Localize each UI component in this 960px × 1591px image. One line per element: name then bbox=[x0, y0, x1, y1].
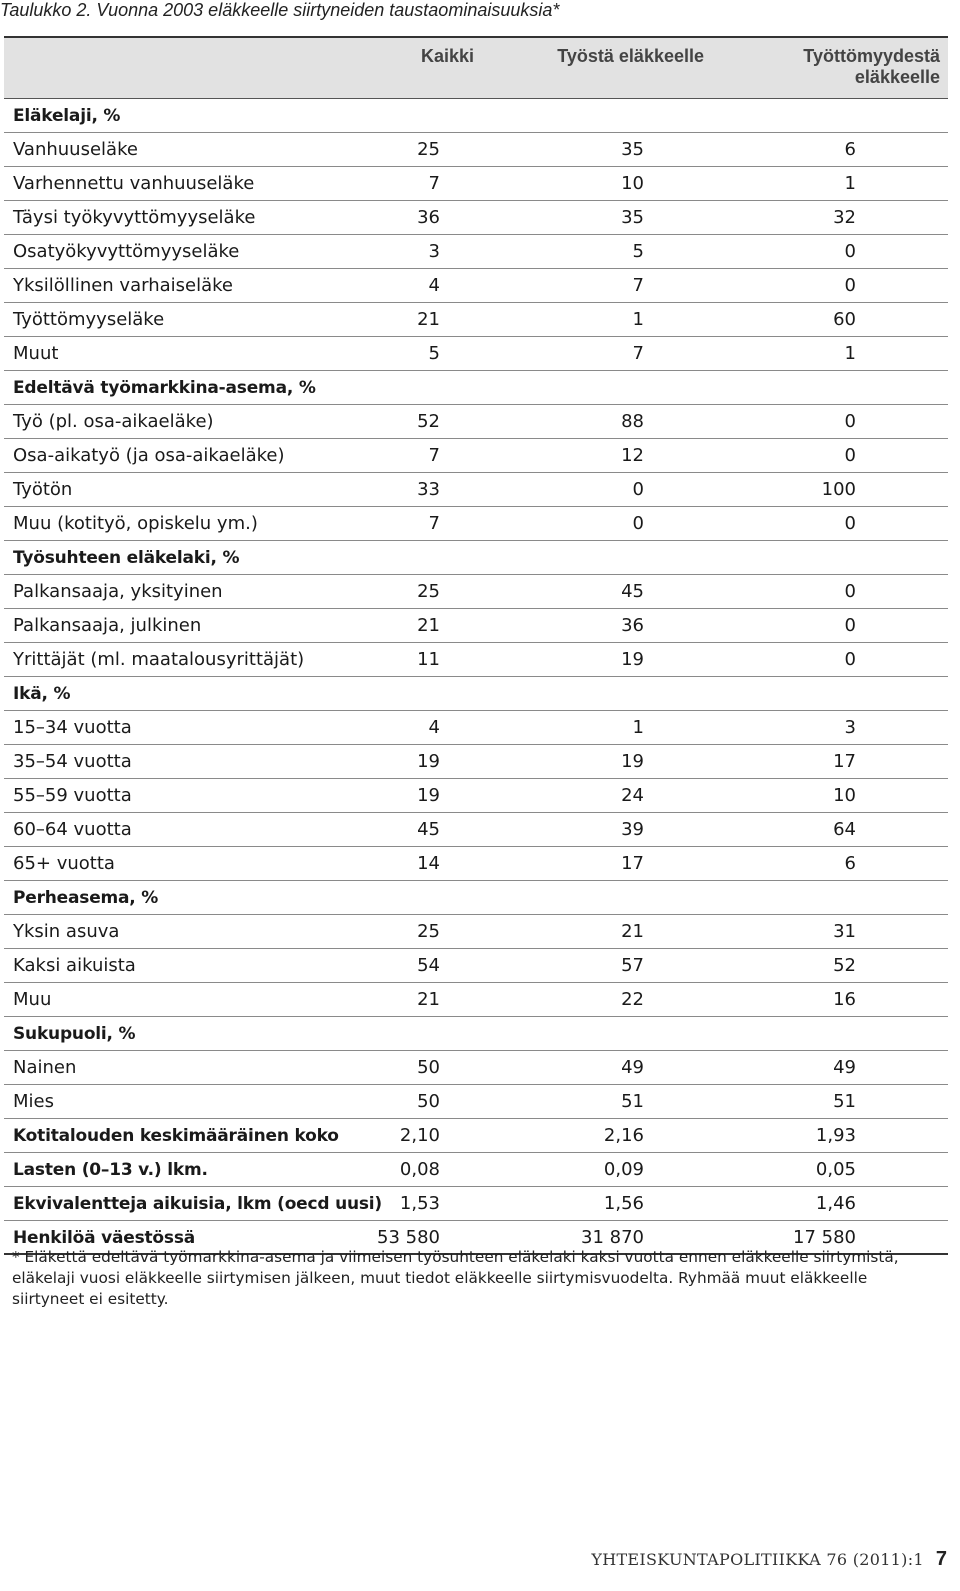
table-cell: 3 bbox=[428, 241, 440, 262]
table-cell: 52 bbox=[833, 955, 856, 976]
column-header-tyosta: Työstä eläkkeelle bbox=[557, 46, 704, 66]
table-cell: 64 bbox=[833, 819, 856, 840]
table-cell: 60 bbox=[833, 309, 856, 330]
table-cell: 53 580 bbox=[377, 1227, 440, 1248]
table-cell: 0,08 bbox=[399, 1159, 440, 1180]
row-label: Kaksi aikuista bbox=[13, 955, 136, 976]
table-cell: 49 bbox=[621, 1057, 644, 1078]
row-label: 55–59 vuotta bbox=[13, 785, 132, 806]
row-label: Yrittäjät (ml. maatalousyrittäjät) bbox=[13, 649, 305, 670]
data-table bbox=[4, 36, 948, 1255]
table-cell: 51 bbox=[621, 1091, 644, 1112]
table-cell: 11 bbox=[417, 649, 440, 670]
section-row bbox=[4, 541, 948, 575]
table-cell: 2,16 bbox=[603, 1125, 644, 1146]
table-row bbox=[4, 711, 948, 745]
table-row bbox=[4, 269, 948, 303]
table-row bbox=[4, 235, 948, 269]
table-cell: 0 bbox=[844, 445, 856, 466]
section-row bbox=[4, 1017, 948, 1051]
table-cell: 7 bbox=[428, 173, 440, 194]
row-label: Yksilöllinen varhaiseläke bbox=[13, 275, 233, 296]
table-body bbox=[4, 99, 948, 1255]
table-cell: 19 bbox=[417, 785, 440, 806]
table-cell: 17 580 bbox=[793, 1227, 856, 1248]
table-row bbox=[4, 1187, 948, 1221]
table-cell: 57 bbox=[621, 955, 644, 976]
table-cell: 33 bbox=[417, 479, 440, 500]
section-heading: Edeltävä työmarkkina-asema, % bbox=[13, 378, 316, 398]
table-row bbox=[4, 337, 948, 371]
row-label: Työtön bbox=[13, 479, 73, 500]
section-row bbox=[4, 371, 948, 405]
table-row bbox=[4, 609, 948, 643]
table-cell: 50 bbox=[417, 1091, 440, 1112]
table-cell: 7 bbox=[428, 445, 440, 466]
section-row bbox=[4, 677, 948, 711]
table-row bbox=[4, 643, 948, 677]
table-cell: 0,05 bbox=[815, 1159, 856, 1180]
table-cell: 7 bbox=[632, 343, 644, 364]
table-cell: 0 bbox=[632, 479, 644, 500]
row-label: Palkansaaja, yksityinen bbox=[13, 581, 223, 602]
table-cell: 10 bbox=[833, 785, 856, 806]
table-row bbox=[4, 167, 948, 201]
table-cell: 3 bbox=[844, 717, 856, 738]
table-cell: 25 bbox=[417, 139, 440, 160]
table-cell: 12 bbox=[621, 445, 644, 466]
table-cell: 0 bbox=[844, 241, 856, 262]
table-cell: 16 bbox=[833, 989, 856, 1010]
table-cell: 0 bbox=[844, 649, 856, 670]
row-label: Ekvivalentteja aikuisia, lkm (oecd uusi) bbox=[13, 1194, 382, 1214]
table-cell: 2,10 bbox=[399, 1125, 440, 1146]
table-cell: 21 bbox=[417, 615, 440, 636]
table-row bbox=[4, 1119, 948, 1153]
table-cell: 4 bbox=[428, 275, 440, 296]
table-cell: 1 bbox=[844, 343, 856, 364]
table-cell: 21 bbox=[417, 309, 440, 330]
table-cell: 10 bbox=[621, 173, 644, 194]
row-label: 35–54 vuotta bbox=[13, 751, 132, 772]
table-cell: 0 bbox=[632, 513, 644, 534]
row-label: Työ (pl. osa-aikaeläke) bbox=[13, 411, 214, 432]
table-cell: 52 bbox=[417, 411, 440, 432]
row-label: Osatyökyvyttömyyseläke bbox=[13, 241, 240, 262]
table-cell: 100 bbox=[821, 479, 856, 500]
table-cell: 1 bbox=[632, 717, 644, 738]
table-cell: 5 bbox=[428, 343, 440, 364]
row-label: 15–34 vuotta bbox=[13, 717, 132, 738]
column-header-tyottomyydesta: Työttömyydestä eläkkeelle bbox=[803, 46, 940, 87]
table-cell: 1,46 bbox=[815, 1193, 856, 1214]
table-cell: 1 bbox=[844, 173, 856, 194]
table-cell: 1,93 bbox=[815, 1125, 856, 1146]
table-header bbox=[4, 36, 948, 99]
table-cell: 5 bbox=[632, 241, 644, 262]
table-row bbox=[4, 507, 948, 541]
table-row bbox=[4, 405, 948, 439]
table-cell: 7 bbox=[632, 275, 644, 296]
row-label: Muu bbox=[13, 989, 52, 1010]
row-label: Muut bbox=[13, 343, 59, 364]
table-row bbox=[4, 473, 948, 507]
row-label: Työttömyyseläke bbox=[13, 309, 165, 330]
table-row bbox=[4, 813, 948, 847]
table-row bbox=[4, 1153, 948, 1187]
section-heading: Perheasema, % bbox=[13, 888, 159, 908]
table-cell: 0 bbox=[844, 275, 856, 296]
row-label: Vanhuuseläke bbox=[13, 139, 138, 160]
table-caption: Taulukko 2. Vuonna 2003 eläkkeelle siirtyneiden taustaominaisuuksia* bbox=[0, 0, 560, 20]
table-cell: 7 bbox=[428, 513, 440, 534]
table-cell: 31 870 bbox=[581, 1227, 644, 1248]
row-label: Osa-aikatyö (ja osa-aikaeläke) bbox=[13, 445, 285, 466]
row-label: Lasten (0–13 v.) lkm. bbox=[13, 1160, 208, 1180]
table-cell: 50 bbox=[417, 1057, 440, 1078]
page-footer bbox=[591, 1548, 947, 1571]
table-cell: 21 bbox=[417, 989, 440, 1010]
table-cell: 4 bbox=[428, 717, 440, 738]
section-row bbox=[4, 881, 948, 915]
row-label: Varhennettu vanhuuseläke bbox=[13, 173, 255, 194]
page-number: 7 bbox=[935, 1548, 947, 1570]
table-cell: 32 bbox=[833, 207, 856, 228]
table-cell: 17 bbox=[621, 853, 644, 874]
column-header-kaikki: Kaikki bbox=[420, 46, 474, 66]
table-row bbox=[4, 949, 948, 983]
table-cell: 19 bbox=[621, 649, 644, 670]
table-cell: 49 bbox=[833, 1057, 856, 1078]
section-row bbox=[4, 99, 948, 133]
table-cell: 0 bbox=[844, 581, 856, 602]
table-cell: 45 bbox=[417, 819, 440, 840]
row-label: Mies bbox=[13, 1091, 54, 1112]
section-heading: Sukupuoli, % bbox=[13, 1024, 136, 1044]
table-cell: 21 bbox=[621, 921, 644, 942]
table-cell: 31 bbox=[833, 921, 856, 942]
table-cell: 35 bbox=[621, 207, 644, 228]
row-label: 65+ vuotta bbox=[13, 853, 115, 874]
table-row bbox=[4, 1051, 948, 1085]
table-row bbox=[4, 201, 948, 235]
table-cell: 0 bbox=[844, 513, 856, 534]
table-cell: 36 bbox=[417, 207, 440, 228]
section-heading: Eläkelaji, % bbox=[13, 106, 121, 126]
table-cell: 35 bbox=[621, 139, 644, 160]
table-cell: 19 bbox=[417, 751, 440, 772]
table-cell: 19 bbox=[621, 751, 644, 772]
section-heading: Ikä, % bbox=[13, 684, 71, 704]
row-label: Palkansaaja, julkinen bbox=[13, 615, 202, 636]
row-label: Nainen bbox=[13, 1057, 77, 1078]
table-cell: 24 bbox=[621, 785, 644, 806]
table-cell: 6 bbox=[844, 853, 856, 874]
row-label: 60–64 vuotta bbox=[13, 819, 132, 840]
row-label: Yksin asuva bbox=[13, 921, 120, 942]
row-label: Henkilöä väestössä bbox=[13, 1228, 196, 1248]
table-cell: 54 bbox=[417, 955, 440, 976]
table-cell: 22 bbox=[621, 989, 644, 1010]
table-cell: 45 bbox=[621, 581, 644, 602]
journal-reference: YHTEISKUNTAPOLITIIKKA 76 (2011):1 bbox=[591, 1550, 924, 1569]
table-cell: 1 bbox=[632, 309, 644, 330]
table-cell: 14 bbox=[417, 853, 440, 874]
table-cell: 0,09 bbox=[603, 1159, 644, 1180]
table-row bbox=[4, 983, 948, 1017]
table-cell: 39 bbox=[621, 819, 644, 840]
section-heading: Työsuhteen eläkelaki, % bbox=[13, 548, 240, 568]
table-row bbox=[4, 303, 948, 337]
table-cell: 25 bbox=[417, 581, 440, 602]
table-row bbox=[4, 575, 948, 609]
table-row bbox=[4, 847, 948, 881]
table-row bbox=[4, 915, 948, 949]
table-row bbox=[4, 1085, 948, 1119]
row-label: Kotitalouden keskimääräinen koko bbox=[13, 1126, 339, 1146]
table-cell: 1,53 bbox=[399, 1193, 440, 1214]
table-cell: 36 bbox=[621, 615, 644, 636]
table-cell: 6 bbox=[844, 139, 856, 160]
table-cell: 0 bbox=[844, 411, 856, 432]
table-row bbox=[4, 133, 948, 167]
table-row bbox=[4, 745, 948, 779]
table-cell: 25 bbox=[417, 921, 440, 942]
table-row bbox=[4, 779, 948, 813]
row-label: Muu (kotityö, opiskelu ym.) bbox=[13, 513, 258, 534]
table-cell: 88 bbox=[621, 411, 644, 432]
table-cell: 51 bbox=[833, 1091, 856, 1112]
footnote: * Eläkettä edeltävä työmarkkina-asema ja viimeisen työsuhteen eläkelaki kaksi vuotta ennen eläkkeelle siirtymistä, eläkelaji vuosi eläkkeelle siirtymisen jälkeen, muut tiedot eläkkeelle siirtymisvuodelta. Ryhmää muut eläkkeelle siirtyneet ei esitetty. bbox=[12, 1248, 899, 1308]
table-cell: 1,56 bbox=[603, 1193, 644, 1214]
table-row bbox=[4, 439, 948, 473]
table-cell: 17 bbox=[833, 751, 856, 772]
table-cell: 0 bbox=[844, 615, 856, 636]
row-label: Täysi työkyvyttömyyseläke bbox=[13, 207, 256, 228]
